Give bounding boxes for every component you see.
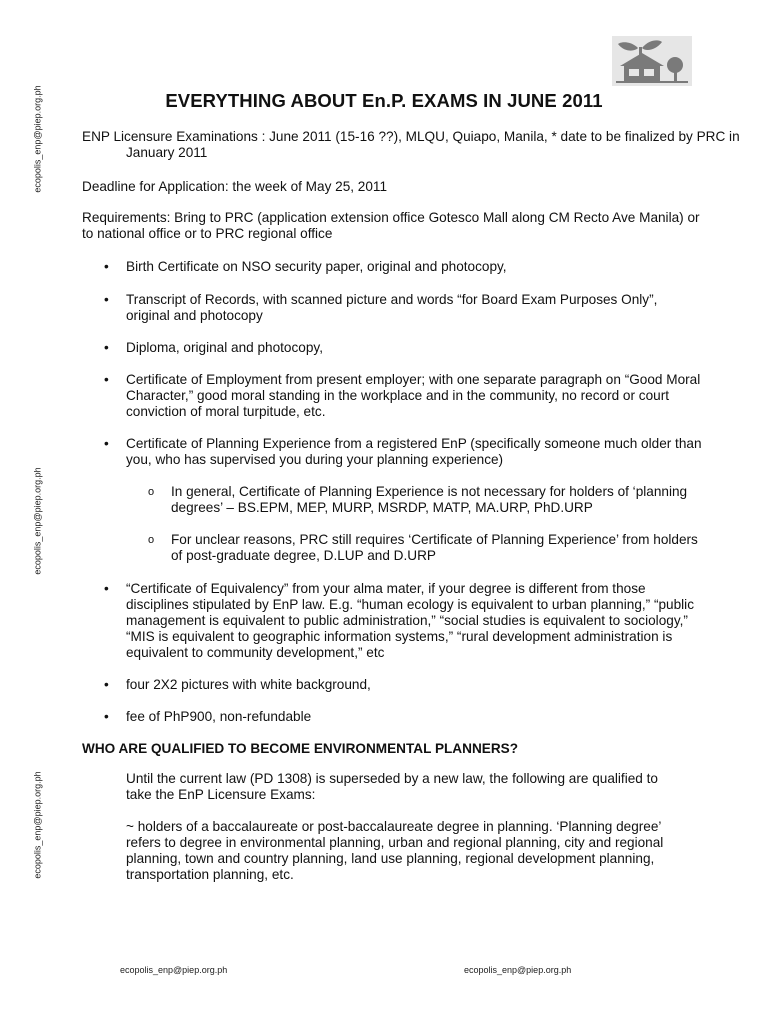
footer-right-email: ecopolis_enp@piep.org.ph — [464, 965, 572, 975]
bullet-icon: • — [104, 677, 109, 692]
circle-bullet-icon: o — [148, 534, 155, 546]
bullet-icon: • — [104, 581, 109, 596]
qualification-intro-paragraph: Until the current law (PD 1308) is superseded by a new law, the following are qualified to take the EnP Licensure Exams: — [126, 771, 658, 802]
side-watermark-top: ecopolis_enp@piep.org.ph — [33, 85, 43, 193]
page-title: EVERYTHING ABOUT En.P. EXAMS IN JUNE 2011 — [165, 90, 603, 111]
qualified-heading: WHO ARE QUALIFIED TO BECOME ENVIRONMENTAL PLANNERS? — [82, 741, 519, 756]
deadline-paragraph: Deadline for Application: the week of May 25, 2011 — [82, 179, 388, 194]
list-item: • Transcript of Records, with scanned picture and words “for Board Exam Purposes Only”, original and photocopy — [104, 292, 658, 323]
list-item: • fee of PhP900, non-refundable — [104, 709, 312, 724]
side-watermark-bottom: ecopolis_enp@piep.org.ph — [33, 771, 43, 879]
circle-bullet-icon: o — [148, 486, 155, 498]
sub-list-item: o For unclear reasons, PRC still requires ‘Certificate of Planning Experience’ from holders of post-graduate degree, D.LUP and D.URP — [148, 532, 698, 563]
sub-list-item: o In general, Certificate of Planning Experience is not necessary for holders of ‘planning degrees’ – BS.EPM, MEP, MURP, MSRDP, MATP, MA.URP, PhD.URP — [148, 484, 688, 515]
exam-date-paragraph: ENP Licensure Examinations : June 2011 (15-16 ??), MLQU, Quiapo, Manila, * date to be finalized by PRC in January 2011 — [82, 129, 740, 160]
list-item: • Certificate of Employment from present employer; with one separate paragraph on “Good Moral Character,” good moral standing in the workplace and in the community, no record or court conviction of moral turpitude, etc. — [104, 372, 701, 419]
bullet-icon: • — [104, 436, 109, 451]
qualification-degree-paragraph: ~ holders of a baccalaureate or post-baccalaureate degree in planning. ‘Planning degree’ refers to degree in environmental planning, urban and regional planning, city and regional planning, town and country planning, land use planning, regional development planning, transportation planning, etc. — [126, 819, 664, 882]
side-watermark-middle: ecopolis_enp@piep.org.ph — [33, 467, 43, 575]
bullet-icon: • — [104, 292, 109, 307]
list-item: • “Certificate of Equivalency” from your alma mater, if your degree is different from those disciplines stipulated by EnP law. E.g. “human ecology is equivalent to urban planning,” “public management is equivalent to public administration,” “social studies is equivalent to sociology,” “MIS is equivalent to geographic information systems,” “rural development administration is equivalent to community development,” etc — [104, 581, 695, 660]
list-item: • four 2X2 pictures with white background, — [104, 677, 371, 692]
house-with-trees-icon — [612, 36, 692, 86]
bullet-icon: • — [104, 372, 109, 387]
bullet-icon: • — [104, 340, 109, 355]
list-item: • Birth Certificate on NSO security paper, original and photocopy, — [104, 259, 507, 274]
requirements-paragraph: Requirements: Bring to PRC (application extension office Gotesco Mall along CM Recto Ave Manila) or to national office or to PRC regional office — [82, 210, 700, 241]
bullet-icon: • — [104, 709, 109, 724]
footer-left-email: ecopolis_enp@piep.org.ph — [120, 965, 228, 975]
list-item: • Diploma, original and photocopy, — [104, 340, 323, 355]
bullet-icon: • — [104, 259, 109, 274]
list-item: • Certificate of Planning Experience from a registered EnP (specifically someone much older than you, who has supervised you during your planning experience) — [104, 436, 702, 467]
